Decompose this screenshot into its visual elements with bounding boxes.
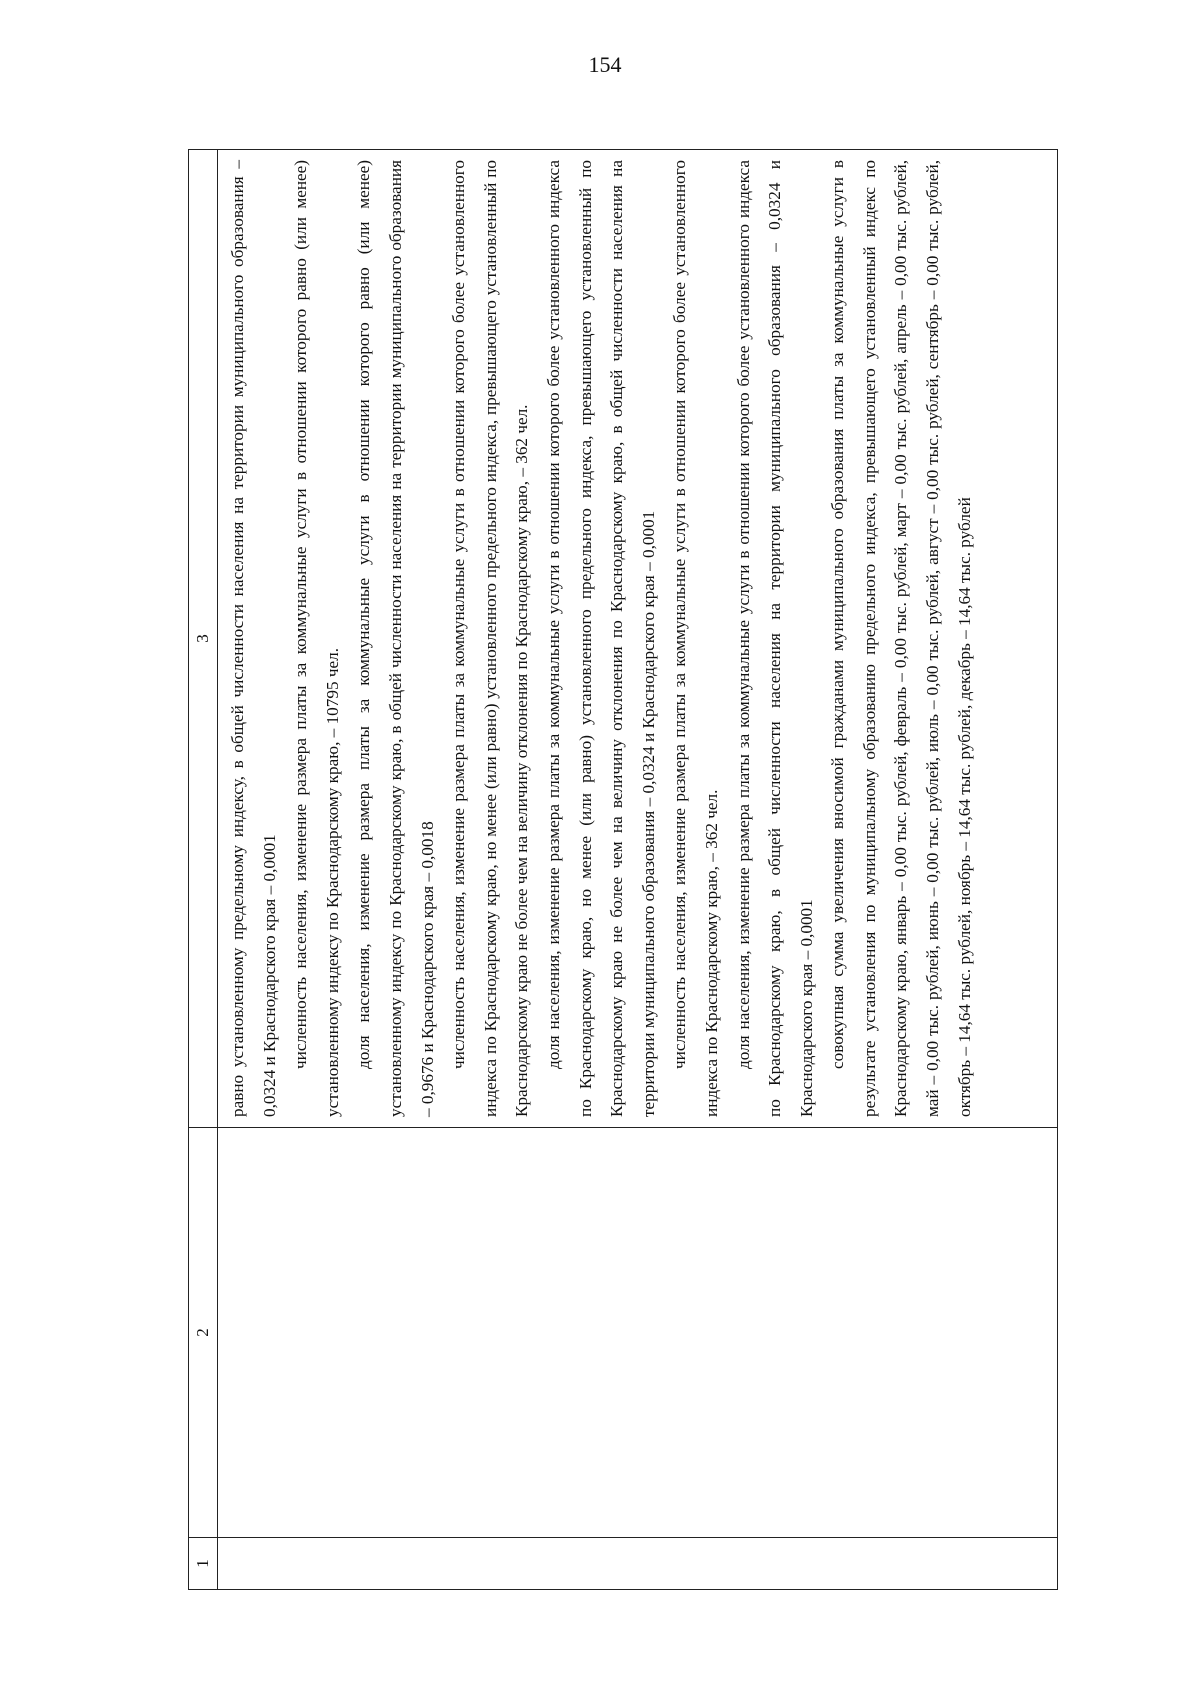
paragraph-4: численность населения, изменение размера платы за коммунальные услуги в отношении которого более установленного индекса по Краснодарскому краю, но менее (или равно) установленного предельного индекса, превышающего установленный по Краснодарскому краю не более чем на величину отклонения по Краснодарскому краю, – 362 чел. [449,160,532,1117]
paragraph-8: совокупная сумма увеличения вносимой гражданами муниципального образования платы за коммунальные услуги в результате установления по муниципальному образованию предельного индекса, превышающего установленный индекс по Краснодарскому краю, январь – 0,00 тыс. рублей, февраль – 0,00 тыс. рублей, март – 0,00 тыс. рублей, апрель – 0,00 тыс. рублей, май – 0,00 тыс. рублей, июнь – 0,00 тыс. рублей, июль – 0,00 тыс. рублей, август – 0,00 тыс. рублей, сентябрь – 0,00 тыс. рублей, октябрь – 14,64 тыс. рублей, ноябрь – 14,64 тыс. рублей, декабрь – 14,64 тыс. рублей [828,160,974,1117]
page-number: 154 [588,52,622,77]
cell-col-2 [218,1128,1058,1538]
paragraph-7: доля населения, изменение размера платы за коммунальные услуги в отношении которого более установленного индекса по Краснодарскому краю, в общей численности населения на территории муниципального образования – 0,0324 и Краснодарского края – 0,0001 [733,160,816,1117]
paragraph-6: численность населения, изменение размера платы за коммунальные услуги в отношении которого более установленного индекса по Краснодарскому краю, – 362 чел. [670,160,721,1117]
paragraph-5: доля населения, изменение размера платы за коммунальные услуги в отношении которого более установленного индекса по Краснодарскому краю, но менее (или равно) установленного предельного индекса, превышающего установленный по Краснодарскому краю не более чем на величину отклонения по Краснодарскому краю, в общей численности населения на территории муниципального образования – 0,0324 и Краснодарского края – 0,0001 [543,160,658,1117]
table-row [218,150,1058,1590]
cell-col-1 [218,1538,1058,1590]
column-header-2: 2 [189,1128,218,1538]
column-header-1: 1 [189,1538,218,1590]
paragraph-2: численность населения, изменение размера платы за коммунальные услуги в отношении которого равно (или менее) установленному индексу по Краснодарскому краю, – 10795 чел. [291,160,342,1117]
rotated-table-container [188,150,1058,1590]
column-header-3: 3 [189,150,218,1128]
cell-col-3 [218,150,1058,1128]
table-header-row [189,150,218,1590]
data-table [188,149,1058,1590]
paragraph-3: доля населения, изменение размера платы за коммунальные услуги в отношении которого равно (или менее) установленному индексу по Краснодарскому краю, в общей численности населения на территории муниципального образования – 0,9676 и Краснодарского края – 0,0018 [354,160,437,1117]
paragraph-1: равно установленному предельному индексу, в общей численности населения на территории муниципального образования – 0,0324 и Краснодарского края – 0,0001 [228,160,279,1117]
